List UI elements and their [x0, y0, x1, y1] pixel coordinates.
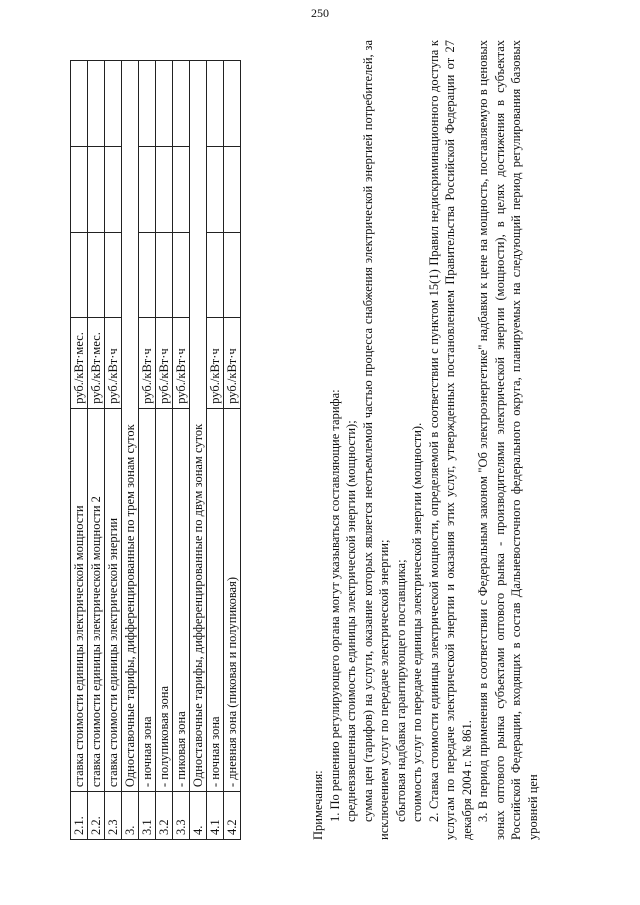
note-1-item-b: сумма цен (тарифов) на услуги, оказание которых является неотъемлемой частью процесса снабжения электрической энергией потребителей, за исключением услуг по передаче электрической энергии; — [360, 40, 391, 840]
row-value-cell — [156, 61, 173, 147]
row-number: 4.1 — [207, 792, 224, 840]
row-unit: руб./кВт·мес. — [88, 318, 105, 408]
row-name: ставка стоимости единицы электрической мощности — [71, 408, 88, 791]
note-1-item-c: сбытовая надбавка гарантирующего поставщика; — [393, 559, 408, 822]
note-1: 1. По решению регулирующего органа могут указываться составляющие тарифа: — [327, 389, 342, 822]
row-value-cell — [88, 61, 105, 147]
note-2: 2. Ставка стоимости единицы электрической мощности, определяемой в соответствии с пунктом 15(1) Правил недискриминационного доступа к услугам по передаче электрической энергии и оказания этих услуг, утвержденных постановлением Правительства Российской Федерации от 27 декабря 2004 г. № 861. — [426, 40, 474, 840]
table-row — [224, 61, 241, 840]
row-value-cell — [173, 61, 190, 147]
row-value-cell — [207, 232, 224, 318]
row-name: - пиковая зона — [173, 408, 190, 791]
row-number: 3. — [122, 792, 139, 840]
row-number: 2.2. — [88, 792, 105, 840]
tariff-table — [70, 60, 241, 840]
row-value-cell — [207, 146, 224, 232]
row-number: 3.1 — [139, 792, 156, 840]
row-unit: руб./кВт·ч — [224, 318, 241, 408]
row-name: - ночная зона — [139, 408, 156, 791]
table-row — [71, 61, 88, 840]
table-row — [173, 61, 190, 840]
table-row — [88, 61, 105, 840]
row-value-cell — [156, 232, 173, 318]
row-unit: руб./кВт·ч — [105, 318, 122, 408]
row-unit: руб./кВт·мес. — [71, 318, 88, 408]
row-value-cell — [105, 146, 122, 232]
notes-section — [310, 40, 541, 840]
row-name: - дневная зона (пиковая и полупиковая) — [224, 408, 241, 791]
row-name: ставка стоимости единицы электрической мощности 2 — [88, 408, 105, 791]
row-number: 3.3 — [173, 792, 190, 840]
row-value-cell — [71, 61, 88, 147]
row-value-cell — [105, 232, 122, 318]
note-1-item-a: средневзвешенная стоимость единицы электрической энергии (мощности); — [344, 420, 358, 822]
row-number: 3.2 — [156, 792, 173, 840]
note-1-item-d: стоимость услуг по передаче единицы электрической энергии (мощности). — [410, 422, 424, 822]
row-number: 4. — [190, 792, 207, 840]
row-value-cell — [207, 61, 224, 147]
table-row — [122, 61, 139, 840]
page-number: 250 — [311, 6, 329, 20]
table-row — [105, 61, 122, 840]
row-value-cell — [224, 232, 241, 318]
note-3: 3. В период применения в соответствии с Федеральным законом "Об электроэнергетике" надбавки к цене на мощность, поставляемую в ценовых зонах оптового рынка субъектами оптового рынка - производителями электрической энергии (мощности), в целях достижения в субъектах Российской Федерации, входящих в состав Дальневосточного федерального округа, планируемых на следующий период регулирования базовых уровней цен — [476, 40, 540, 840]
row-value-cell — [88, 232, 105, 318]
row-name: Одноставочные тарифы, дифференцированные по трем зонам суток — [122, 61, 139, 792]
rotated-page-area — [60, 20, 640, 905]
row-value-cell — [173, 232, 190, 318]
row-value-cell — [224, 61, 241, 147]
row-name: - полупиковая зона — [156, 408, 173, 791]
row-name: Одноставочные тарифы, дифференцированные по двум зонам суток — [190, 61, 207, 792]
row-value-cell — [105, 61, 122, 147]
table-row — [190, 61, 207, 840]
row-value-cell — [156, 146, 173, 232]
row-number: 2.1. — [71, 792, 88, 840]
row-value-cell — [139, 61, 156, 147]
row-number: 4.2 — [224, 792, 241, 840]
table-row — [156, 61, 173, 840]
row-value-cell — [139, 232, 156, 318]
row-unit: руб./кВт·ч — [173, 318, 190, 408]
row-value-cell — [224, 146, 241, 232]
row-value-cell — [71, 232, 88, 318]
table-row — [139, 61, 156, 840]
row-unit: руб./кВт·ч — [156, 318, 173, 408]
row-name: ставка стоимости единицы электрической энергии — [105, 408, 122, 791]
row-value-cell — [88, 146, 105, 232]
row-value-cell — [173, 146, 190, 232]
row-name: - ночная зона — [207, 408, 224, 791]
notes-title: Примечания: — [311, 770, 325, 840]
row-unit: руб./кВт·ч — [207, 318, 224, 408]
row-value-cell — [71, 146, 88, 232]
rotated-content — [60, 20, 640, 880]
row-value-cell — [139, 146, 156, 232]
row-number: 2.3 — [105, 792, 122, 840]
row-unit: руб./кВт·ч — [139, 318, 156, 408]
table-row — [207, 61, 224, 840]
